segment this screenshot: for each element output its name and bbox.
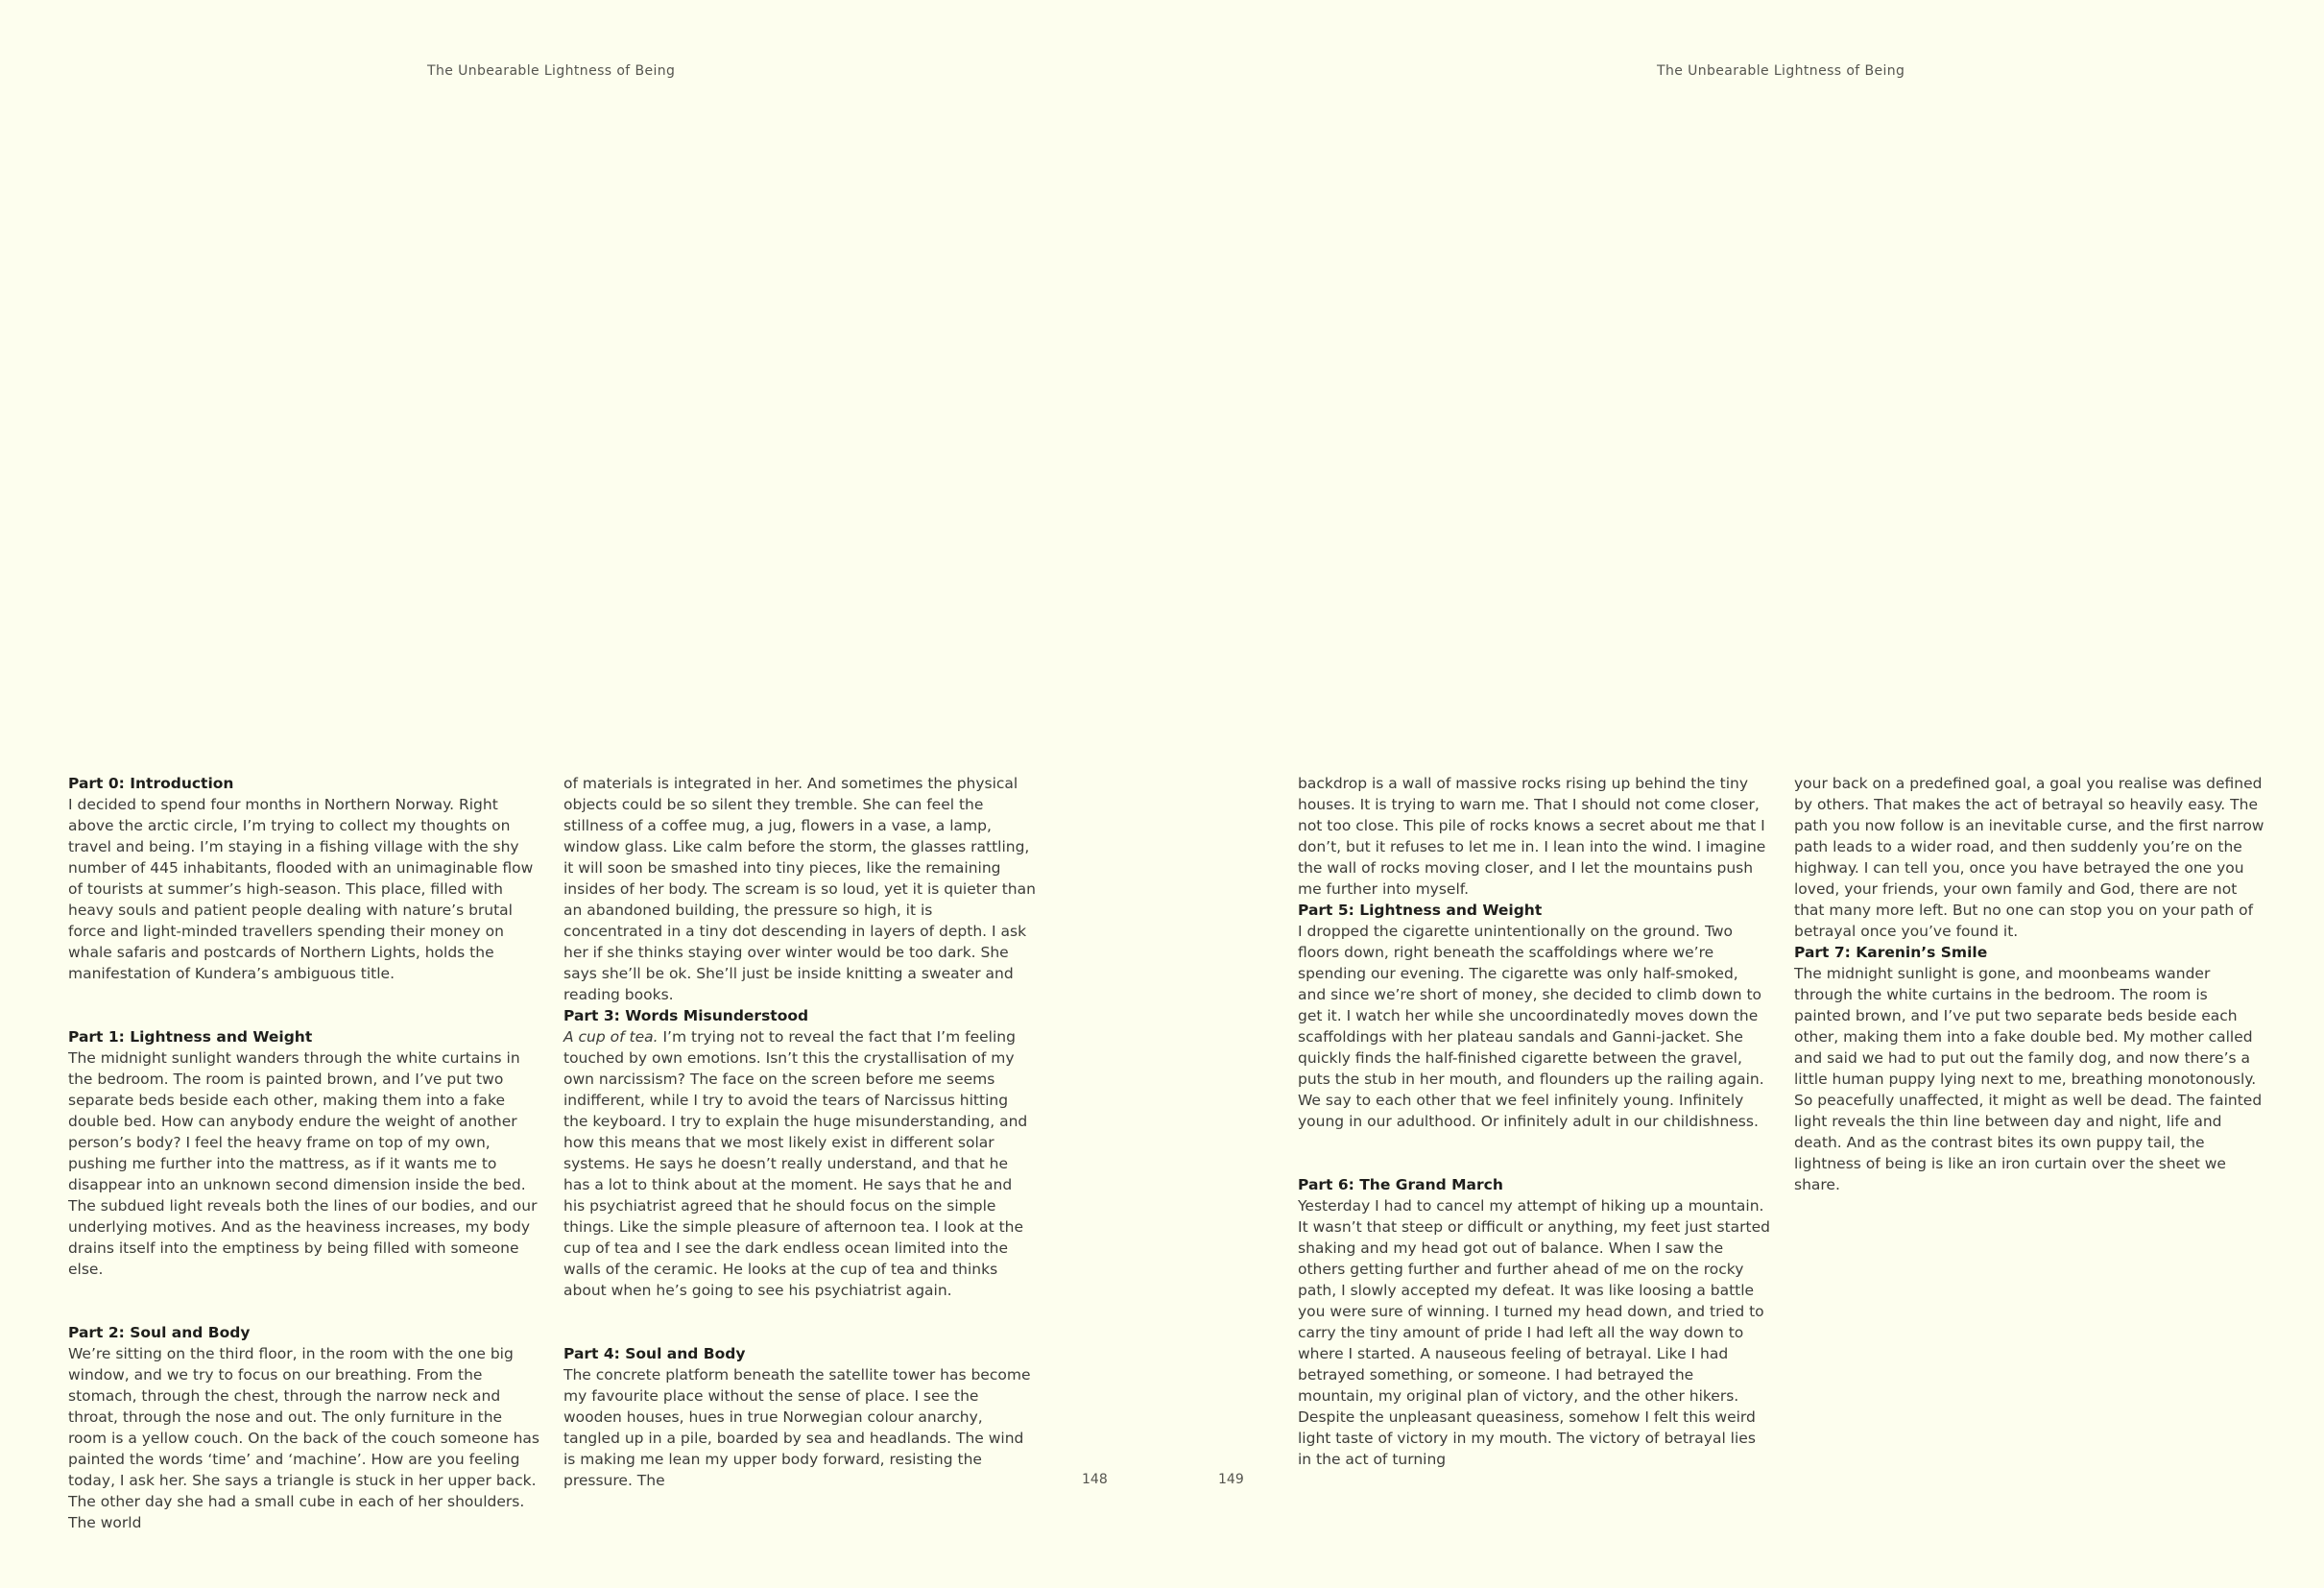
text-column-4 <box>1794 773 2266 1238</box>
section-part-2 <box>68 1322 540 1533</box>
section-heading: Part 5: Lightness and Weight <box>1298 902 1543 919</box>
section-part-4 <box>563 1343 1036 1491</box>
section-body-text: I’m trying not to reveal the fact that I’m feeling touched by own emotions. Isn’t this the crystallisation of my own narcissism? The face on the screen before me seems indifferent, while I try to avoid the tears of Narcissus hitting the keyboard. I try to explain the huge misunderstanding, and how this means that we most likely exist in different solar systems. He says he doesn’t really understand, and that he has a lot to think about at the moment. He says that he and his psychiatrist agreed that he should focus on the simple things. Like the simple pleasure of afternoon tea. I look at the cup of tea and I see the dark endless ocean limited into the walls of the ceramic. He looks at the cup of tea and thinks about when he’s going to see his psychiatrist again. <box>563 1028 1028 1299</box>
text-column-3 <box>1298 773 1770 1512</box>
text-column-1 <box>68 773 540 1576</box>
text-column-2 <box>563 773 1036 1533</box>
page-number-left: 148 <box>1082 1472 1108 1487</box>
section-heading: Part 0: Introduction <box>68 775 234 792</box>
section-body: The midnight sunlight wanders through the white curtains in the bedroom. The room is painted brown, and I’ve put two separate beds beside each other, making them into a fake double bed. How can anybody endure the weight of another person’s body? I feel the heavy frame on top of my own, pushing me further into the mattress, as if it wants me to disappear into an unknown second dimension inside the bed. The subdued light reveals both the lines of our bodies, and our underlying motives. And as the heaviness increases, my body drains itself into the emptiness by being filled with someone else. <box>68 1049 538 1278</box>
section-part-7 <box>1794 942 2266 1195</box>
continued-text: backdrop is a wall of massive rocks rising up behind the tiny houses. It is trying to warn me. That I should not come closer, not too close. This pile of rocks knows a secret about me that I don’t, but it refuses to let me in. I lean into the wind. I imagine the wall of rocks moving closer, and I let the mountains push me further into myself. <box>1298 775 1766 898</box>
section-heading: Part 2: Soul and Body <box>68 1324 251 1341</box>
section-body <box>563 1026 1036 1301</box>
section-body: The concrete platform beneath the satellite tower has become my favourite place without the sense of place. I see the wooden houses, hues in true Norwegian colour anarchy, tangled up in a pile, boarded by sea and headlands. The wind is making me lean my upper body forward, resisting the pressure. The <box>563 1366 1031 1489</box>
section-body: The midnight sunlight is gone, and moonbeams wander through the white curtains in the bedroom. The room is painted brown, and I’ve put two separate beds beside each other, making them into a fake double bed. My mother called and said we had to put out the family dog, and now there’s a little human puppy lying next to me, breathing monotonously. So peacefully unaffected, it might as well be dead. The fainted light reveals the thin line between day and night, life and death. And as the contrast bites its own puppy tail, the lightness of being is like an iron curtain over the sheet we share. <box>1794 965 2263 1193</box>
section-heading: Part 1: Lightness and Weight <box>68 1028 313 1046</box>
section-body: I dropped the cigarette unintentionally on the ground. Two floors down, right beneath the scaffoldings where we’re spending our evening. The cigarette was only half-smoked, and since we’re short of money, she decided to climb down to get it. I watch her while she uncoordinatedly moves down the scaffoldings with her plateau sandals and Ganni-jacket. She quickly finds the half-finished cigarette between the gravel, puts the stub in her mouth, and flounders up the railing again. We say to each other that we feel infinitely young. Infinitely young in our adulthood. Or infinitely adult in our childishness. <box>1298 923 1764 1130</box>
continued-text: of materials is integrated in her. And sometimes the physical objects could be so silent they tremble. She can feel the stillness of a coffee mug, a jug, flowers in a vase, a lamp, window glass. Like calm before the storm, the glasses rattling, it will soon be smashed into tiny pieces, like the remaining insides of her body. The scream is so loud, yet it is quieter than an abandoned building, the pressure so high, it is concentrated in a tiny dot descending in layers of depth. I ask her if she thinks staying over winter would be too dark. She says she’ll be ok. She’ll just be inside knitting a sweater and reading books. <box>563 775 1036 1003</box>
section-part-0 <box>68 773 540 984</box>
section-heading: Part 3: Words Misunderstood <box>563 1007 809 1024</box>
running-head-right: The Unbearable Lightness of Being <box>1657 63 1905 79</box>
section-heading: Part 6: The Grand March <box>1298 1176 1503 1193</box>
section-part-3 <box>563 1005 1036 1301</box>
page-number-right: 149 <box>1218 1472 1244 1487</box>
section-part-5 <box>1298 900 1770 1132</box>
section-heading: Part 4: Soul and Body <box>563 1345 746 1362</box>
section-part-1 <box>68 1026 540 1280</box>
section-body: We’re sitting on the third floor, in the room with the one big window, and we try to focus on our breathing. From the stomach, through the chest, through the narrow neck and throat, through the nose and out. The only furniture in the room is a yellow couch. On the back of the couch someone has painted the words ‘time’ and ‘machine’. How are you feeling today, I ask her. She says a triangle is stuck in her upper back. The other day she had a small cube in each of her shoulders. The world <box>68 1345 539 1531</box>
running-head-left: The Unbearable Lightness of Being <box>427 63 676 79</box>
section-body: I decided to spend four months in Northern Norway. Right above the arctic circle, I’m trying to collect my thoughts on travel and being. I’m staying in a fishing village with the shy number of 445 inhabitants, flooded with an unimaginable flow of tourists at summer’s high-season. This place, filled with heavy souls and patient people dealing with nature’s brutal force and light-minded travellers spending their money on whale safaris and postcards of Northern Lights, holds the manifestation of Kundera’s ambiguous title. <box>68 796 534 982</box>
section-body: Yesterday I had to cancel my attempt of hiking up a mountain. It wasn’t that steep or difficult or anything, my feet just started shaking and my head got out of balance. When I saw the others getting further and further ahead of me on the rocky path, I slowly accepted my defeat. It was like loosing a battle you were sure of winning. I turned my head down, and tried to carry the tiny amount of pride I had left all the way down to where I started. A nauseous feeling of betrayal. Like I had betrayed something, or someone. I had betrayed the mountain, my original plan of victory, and the other hikers. Despite the unpleasant queasiness, somehow I felt this weird light taste of victory in my mouth. The victory of betrayal lies in the act of turning <box>1298 1197 1770 1468</box>
section-part-6 <box>1298 1174 1770 1470</box>
italic-phrase: A cup of tea. <box>563 1028 659 1046</box>
section-heading: Part 7: Karenin’s Smile <box>1794 944 1988 961</box>
continued-text: your back on a predefined goal, a goal you realise was defined by others. That makes the act of betrayal so heavily easy. The path you now follow is an inevitable curse, and the first narrow path leads to a wider road, and then suddenly you’re on the highway. I can tell you, once you have betrayed the one you loved, your friends, your own family and God, there are not that many more left. But no one can stop you on your path of betrayal once you’ve found it. <box>1794 775 2264 940</box>
